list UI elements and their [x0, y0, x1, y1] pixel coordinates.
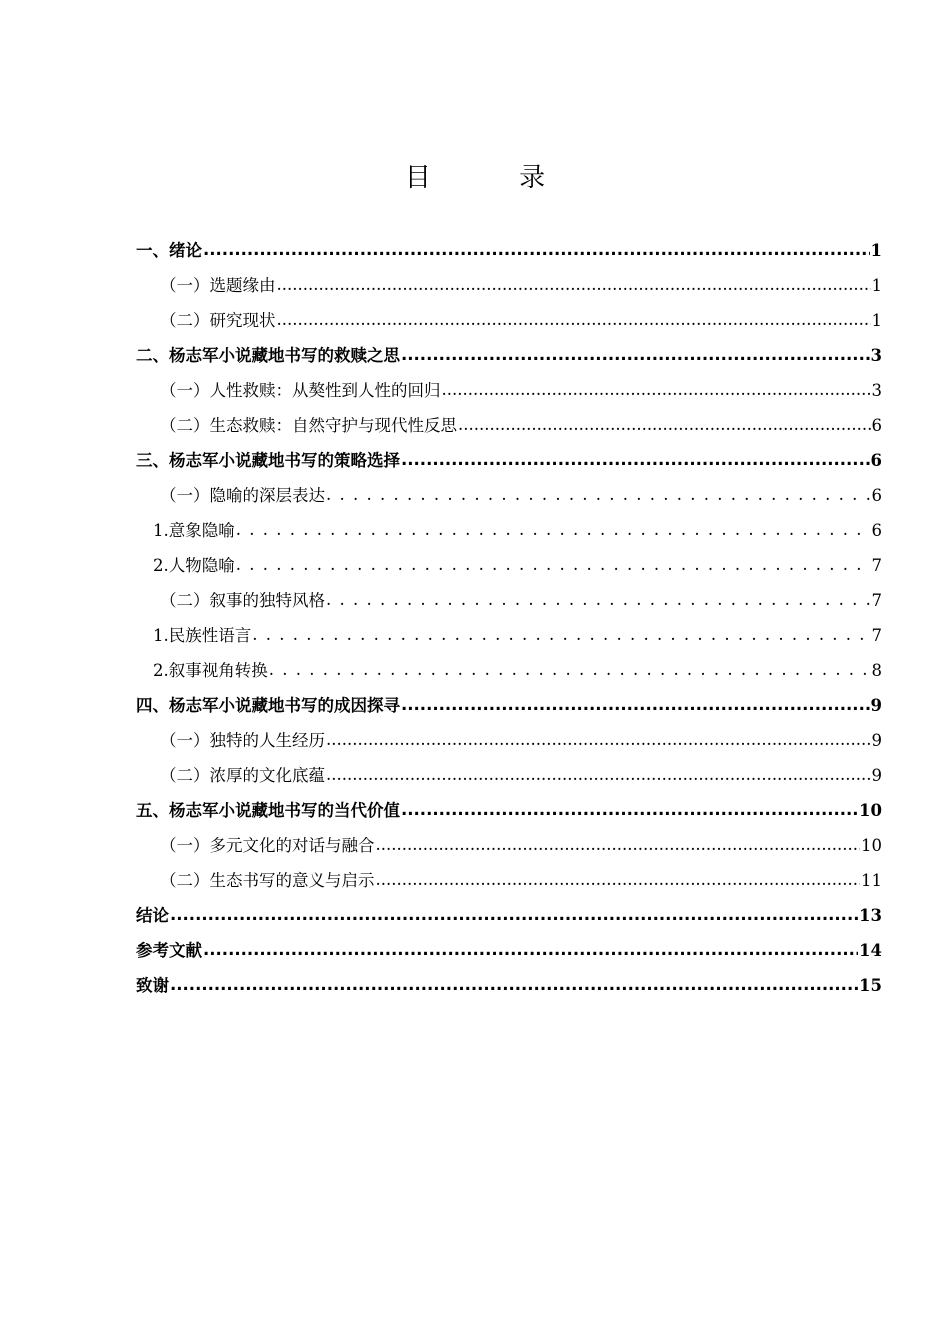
- toc-entry-page: 10: [861, 836, 882, 855]
- toc-entry-page: 7: [871, 556, 882, 575]
- toc-entry-page: 1: [871, 311, 882, 330]
- toc-entry-label: （一）隐喻的深层表达: [160, 486, 325, 505]
- toc-entry-label: （二）生态书写的意义与启示: [160, 871, 375, 890]
- toc-entry-section[interactable]: [136, 758, 882, 793]
- toc-entry-page: 1: [871, 276, 882, 295]
- dot-leader: [401, 442, 870, 477]
- toc-entry-label: （一）人性救赎：从獒性到人性的回归: [160, 381, 441, 400]
- toc-entry-references[interactable]: [136, 933, 882, 968]
- toc-entry-page: 6: [871, 416, 882, 435]
- toc-entry-page: 1: [870, 241, 882, 260]
- toc-entry-label: 2.人物隐喻: [153, 556, 235, 575]
- dot-leader: [236, 512, 871, 547]
- toc-entry-section[interactable]: [136, 828, 882, 863]
- toc-entry-page: 7: [871, 626, 882, 645]
- dot-leader: [252, 617, 870, 652]
- toc-entry-label: 参考文献: [136, 941, 202, 960]
- dot-leader: [170, 897, 858, 932]
- toc-entry-label: （一）独特的人生经历: [160, 731, 325, 750]
- table-of-contents: [136, 233, 882, 1003]
- toc-entry-page: 8: [871, 661, 882, 680]
- toc-entry-page: 6: [870, 451, 882, 470]
- toc-entry-label: 1.意象隐喻: [153, 521, 235, 540]
- dot-leader: [326, 582, 871, 617]
- dot-leader: [203, 232, 870, 267]
- toc-entry-label: 四、杨志军小说藏地书写的成因探寻: [136, 696, 400, 715]
- toc-entry-chapter-4[interactable]: [136, 688, 882, 723]
- toc-entry-chapter-1[interactable]: [136, 233, 882, 268]
- toc-entry-section[interactable]: [136, 583, 882, 618]
- toc-entry-section[interactable]: [136, 268, 882, 303]
- dot-leader: [376, 827, 861, 862]
- dot-leader: [326, 757, 871, 792]
- dot-leader: [401, 687, 870, 722]
- toc-entry-section[interactable]: [136, 863, 882, 898]
- toc-entry-chapter-3[interactable]: [136, 443, 882, 478]
- toc-entry-label: 结论: [136, 906, 169, 925]
- toc-entry-page: 3: [870, 346, 882, 365]
- toc-entry-conclusion[interactable]: [136, 898, 882, 933]
- dot-leader: [170, 967, 858, 1002]
- toc-entry-section[interactable]: [136, 373, 882, 408]
- dot-leader: [442, 372, 871, 407]
- toc-entry-section[interactable]: [136, 478, 882, 513]
- dot-leader: [277, 267, 871, 302]
- toc-entry-label: 二、杨志军小说藏地书写的救赎之思: [136, 346, 400, 365]
- toc-entry-section[interactable]: [136, 408, 882, 443]
- toc-entry-label: 1.民族性语言: [153, 626, 252, 645]
- toc-entry-page: 9: [871, 766, 882, 785]
- toc-entry-page: 15: [859, 976, 882, 995]
- toc-entry-label: （二）研究现状: [160, 311, 276, 330]
- toc-entry-label: （二）生态救赎：自然守护与现代性反思: [160, 416, 457, 435]
- dot-leader: [376, 862, 861, 897]
- toc-entry-page: 6: [871, 521, 882, 540]
- toc-entry-label: （二）浓厚的文化底蕴: [160, 766, 325, 785]
- toc-entry-subsection[interactable]: [136, 653, 882, 688]
- toc-entry-subsection[interactable]: [136, 513, 882, 548]
- toc-entry-page: 14: [859, 941, 882, 960]
- toc-entry-label: （一）选题缘由: [160, 276, 276, 295]
- toc-entry-acknowledgements[interactable]: [136, 968, 882, 1003]
- dot-leader: [236, 547, 871, 582]
- dot-leader: [401, 337, 870, 372]
- toc-title: 目 录: [404, 163, 586, 193]
- dot-leader: [401, 792, 858, 827]
- toc-entry-chapter-5[interactable]: [136, 793, 882, 828]
- toc-entry-subsection[interactable]: [136, 618, 882, 653]
- toc-entry-page: 10: [859, 801, 882, 820]
- toc-entry-label: 五、杨志军小说藏地书写的当代价值: [136, 801, 400, 820]
- dot-leader: [326, 722, 871, 757]
- toc-entry-page: 7: [871, 591, 882, 610]
- dot-leader: [458, 407, 871, 442]
- dot-leader: [326, 477, 871, 512]
- toc-entry-page: 13: [859, 906, 882, 925]
- toc-entry-page: 9: [870, 696, 882, 715]
- dot-leader: [269, 652, 871, 687]
- toc-entry-page: 6: [871, 486, 882, 505]
- dot-leader: [203, 932, 858, 967]
- toc-entry-label: 三、杨志军小说藏地书写的策略选择: [136, 451, 400, 470]
- toc-entry-section[interactable]: [136, 303, 882, 338]
- toc-entry-subsection[interactable]: [136, 548, 882, 583]
- toc-entry-label: （二）叙事的独特风格: [160, 591, 325, 610]
- toc-entry-chapter-2[interactable]: [136, 338, 882, 373]
- toc-entry-page: 9: [871, 731, 882, 750]
- toc-entry-label: （一）多元文化的对话与融合: [160, 836, 375, 855]
- toc-entry-label: 2.叙事视角转换: [153, 661, 268, 680]
- toc-entry-page: 11: [861, 871, 882, 890]
- toc-entry-label: 致谢: [136, 976, 169, 995]
- toc-entry-page: 3: [871, 381, 882, 400]
- toc-entry-section[interactable]: [136, 723, 882, 758]
- dot-leader: [277, 302, 871, 337]
- toc-entry-label: 一、绪论: [136, 241, 202, 260]
